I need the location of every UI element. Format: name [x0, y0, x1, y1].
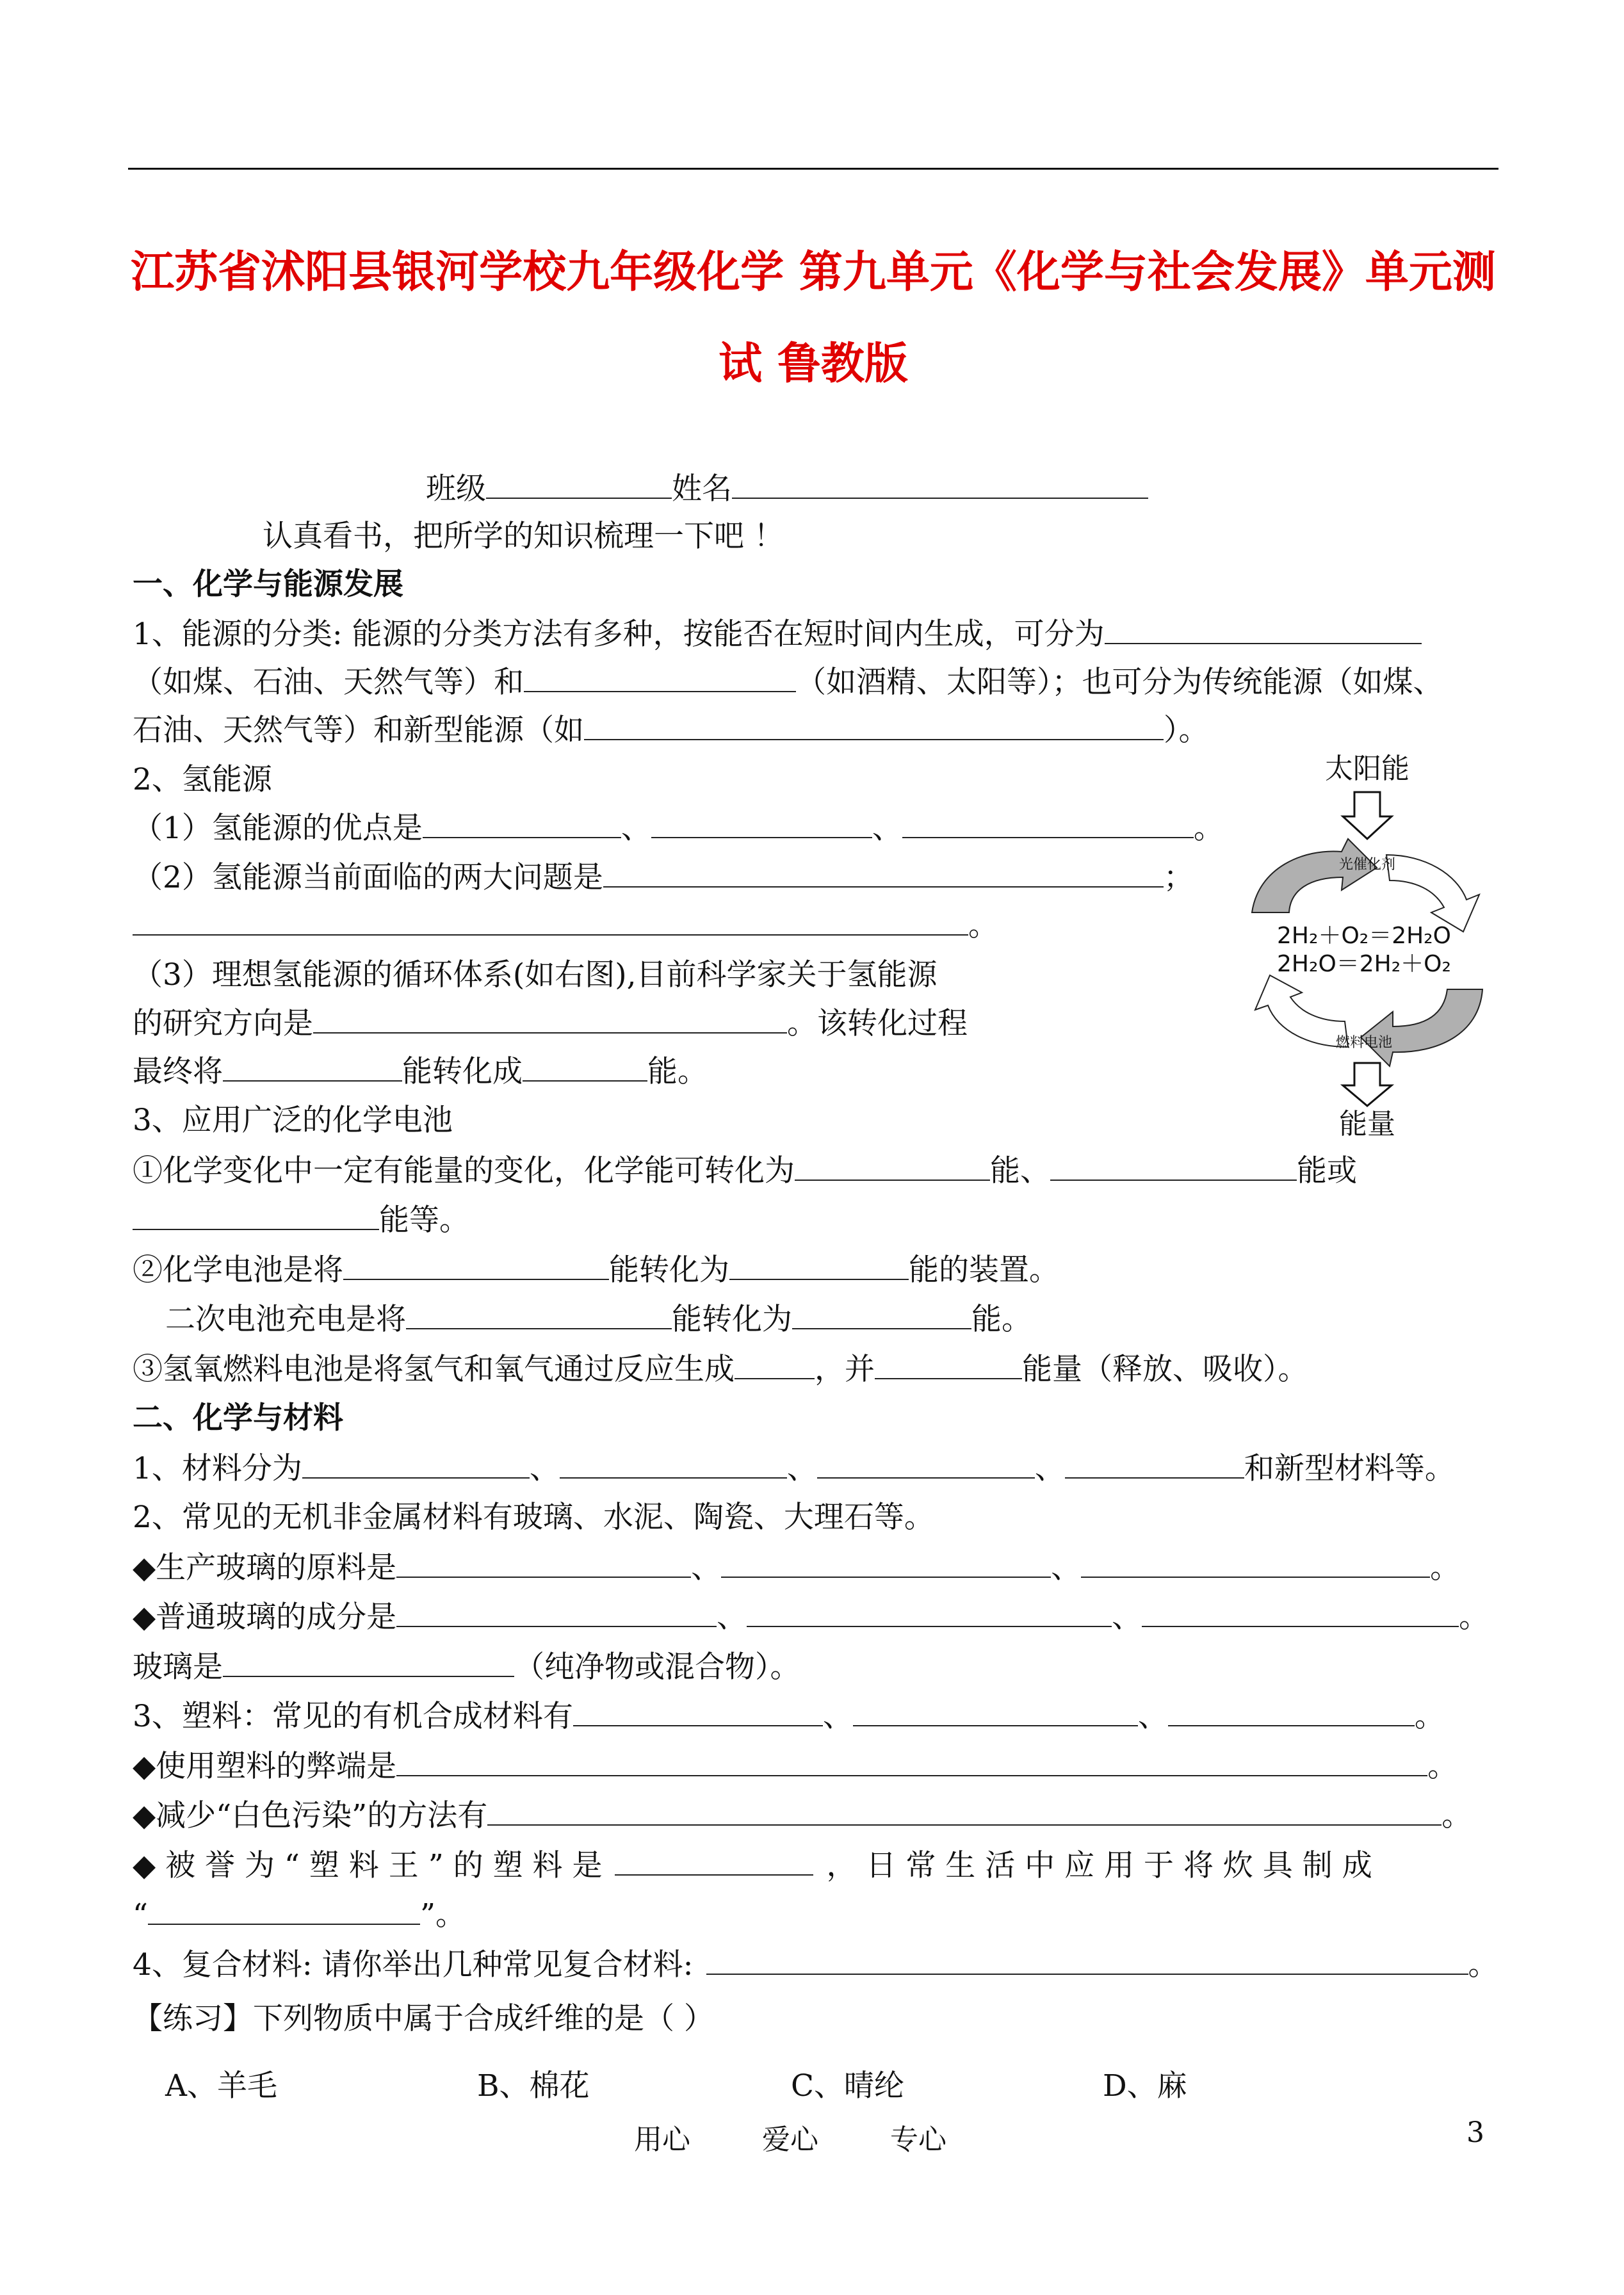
question-text: 和新型材料等。	[1244, 1451, 1455, 1486]
question-text: 能转化为	[609, 1253, 729, 1288]
page-title-line2: 试 鲁教版	[719, 339, 908, 389]
composite-materials	[133, 1947, 1498, 1983]
option-c[interactable]: C、晴纶	[791, 2068, 904, 2104]
plastic-king-blank[interactable]	[615, 1847, 813, 1876]
question-text: 二次电池充电是将	[165, 1302, 406, 1337]
diagram-catalyst-label: 光催化剂	[1338, 857, 1396, 873]
question-text: 能或	[1297, 1153, 1357, 1188]
release-absorb-blank[interactable]	[875, 1351, 1022, 1379]
energy-classification-line1	[133, 616, 1422, 653]
cookware-blank[interactable]	[148, 1897, 420, 1925]
advantage-blank-1[interactable]	[423, 810, 621, 838]
energy-blank-3[interactable]	[133, 1202, 379, 1230]
punct: 。	[1414, 1699, 1445, 1734]
class-field[interactable]	[486, 471, 672, 499]
question-text: ◆ 被 誉 为 “ 塑 料 王 ” 的 塑 料 是	[133, 1848, 603, 1883]
glass-comp-blank-1[interactable]	[396, 1599, 717, 1627]
glass-comp-blank-3[interactable]	[1142, 1599, 1459, 1627]
material-blank-2[interactable]	[560, 1450, 787, 1479]
plastics-line	[133, 1698, 1445, 1735]
hydrogen-problems-cont	[133, 907, 998, 944]
glass-raw-blank-1[interactable]	[396, 1550, 691, 1578]
problem-blank-2[interactable]	[133, 907, 968, 936]
materials-types	[133, 1450, 1455, 1487]
energy-blank-1[interactable]	[795, 1153, 990, 1181]
plastic-king	[133, 1847, 1372, 1884]
glass-comp-blank-2[interactable]	[747, 1599, 1112, 1627]
down-arrow-icon	[1343, 1063, 1392, 1106]
plastic-blank-2[interactable]	[853, 1698, 1138, 1726]
question-text: ①化学变化中一定有能量的变化，化学能可转化为	[133, 1153, 795, 1188]
option-d[interactable]: D、麻	[1103, 2068, 1187, 2104]
question-text: 玻璃是	[133, 1650, 223, 1685]
punct: 、	[691, 1550, 722, 1585]
white-pollution	[133, 1797, 1472, 1834]
hydrogen-cycle-line1: （3）理想氢能源的循环体系(如右图),目前科学家关于氢能源	[133, 957, 938, 993]
punct: 。	[1441, 1798, 1472, 1833]
battery-q2b	[165, 1301, 1032, 1338]
punct: 、	[786, 1451, 817, 1486]
footer-text-1: 用心	[634, 2123, 690, 2156]
product-blank[interactable]	[735, 1351, 815, 1379]
glass-components	[133, 1599, 1489, 1635]
charge-energy-from-blank[interactable]	[406, 1301, 672, 1329]
footer-text-3: 专心	[890, 2123, 946, 2156]
energy-text: 1、能源的分类: 能源的分类方法有多种，按能否在短时间内生成，可分为	[133, 617, 1105, 652]
punct: 、	[872, 811, 902, 846]
cycle-arrow-bottom-icon	[1255, 975, 1482, 1066]
hydrogen-problems	[133, 859, 1194, 896]
non-renewable-blank[interactable]	[524, 664, 796, 692]
diagram-energy-label: 能量	[1339, 1108, 1395, 1137]
punct: 。	[1430, 1550, 1461, 1585]
energy-from-blank[interactable]	[223, 1053, 402, 1082]
question-text: 3、塑料：常见的有机合成材料有	[133, 1699, 573, 1734]
question-text: 最终将	[133, 1054, 223, 1089]
question-text: 能。	[971, 1302, 1032, 1337]
advantage-blank-3[interactable]	[902, 810, 1194, 838]
practice-question: 【练习】下列物质中属于合成纤维的是（ ）	[133, 2001, 714, 2036]
diagram-equation-1: 2H₂＋O₂＝2H₂O	[1277, 923, 1451, 949]
punct: ；	[1163, 860, 1194, 895]
punct: 、	[1034, 1451, 1065, 1486]
glass-purity	[133, 1649, 800, 1685]
energy-classification-line2	[133, 664, 1443, 701]
material-blank-4[interactable]	[1065, 1450, 1244, 1479]
diagram-equation-2: 2H₂O＝2H₂＋O₂	[1277, 951, 1451, 977]
battery-q2	[133, 1252, 1059, 1288]
punct: 。	[968, 908, 998, 943]
cycle-arrow-top-icon	[1252, 839, 1479, 932]
question-text: 能。	[647, 1054, 708, 1089]
hydrogen-heading: 2、氢能源	[133, 762, 272, 797]
page-title-line1: 江苏省沭阳县银河学校九年级化学 第九单元《化学与社会发展》单元测	[131, 247, 1496, 298]
question-text: 能量（释放、吸收）。	[1022, 1352, 1308, 1387]
punct: 、	[1051, 1550, 1082, 1585]
class-label: 班级	[426, 471, 486, 507]
glass-raw-blank-2[interactable]	[721, 1550, 1051, 1578]
question-text: ◆普通玻璃的成分是	[133, 1600, 397, 1635]
punct: 、	[529, 1451, 560, 1486]
energy-text: 石油、天然气等）和新型能源（如	[133, 713, 584, 748]
question-text: 4、复合材料: 请你举出几种常见复合材料:	[133, 1947, 694, 1983]
punct: 、	[822, 1699, 853, 1734]
new-energy-blank[interactable]	[584, 712, 1164, 740]
option-a[interactable]: A、羊毛	[165, 2068, 277, 2104]
footer-text-2: 爱心	[762, 2123, 818, 2156]
question-text: 能转化成	[402, 1054, 523, 1089]
research-direction-blank[interactable]	[313, 1005, 787, 1034]
battery-energy-to-blank[interactable]	[729, 1252, 909, 1280]
renewable-blank[interactable]	[1105, 616, 1422, 644]
question-text: ”。	[420, 1897, 466, 1933]
name-field[interactable]	[732, 471, 1148, 499]
punct: 。	[1427, 1749, 1458, 1784]
question-text: （1）氢能源的优点是	[133, 811, 423, 846]
question-text: （2）氢能源当前面临的两大问题是	[133, 860, 603, 895]
energy-text: （如酒精、太阳等）；也可分为传统能源（如煤、	[796, 665, 1443, 700]
question-text: ◆生产玻璃的原料是	[133, 1550, 397, 1585]
down-arrow-icon	[1343, 792, 1392, 839]
question-text: ，并	[815, 1352, 875, 1387]
header-rule	[128, 168, 1498, 170]
glass-purity-blank[interactable]	[223, 1649, 514, 1677]
cookware-line	[133, 1897, 466, 1933]
question-text: ②化学电池是将	[133, 1253, 343, 1288]
material-blank-3[interactable]	[817, 1450, 1035, 1479]
drawbacks-blank[interactable]	[396, 1748, 1427, 1776]
question-text: ◆使用塑料的弊端是	[133, 1749, 397, 1784]
charge-energy-to-blank[interactable]	[792, 1301, 971, 1329]
battery-heading: 3、应用广泛的化学电池	[133, 1103, 453, 1138]
punct: 、	[1112, 1600, 1142, 1635]
plastic-blank-3[interactable]	[1168, 1698, 1415, 1726]
class-name-row	[426, 471, 1148, 507]
hydrogen-cycle-diagram	[1233, 746, 1502, 1137]
battery-q1-line1	[133, 1153, 1357, 1189]
question-text: 的研究方向是	[133, 1006, 313, 1041]
question-text: 。该转化过程	[787, 1006, 968, 1041]
diagram-fuel-cell-label: 燃料电池	[1335, 1035, 1393, 1051]
punct: 。	[1459, 1600, 1490, 1635]
question-text: ◆减少“白色污染”的方法有	[133, 1798, 488, 1833]
punct: 、	[717, 1600, 747, 1635]
question-text: 能、	[990, 1153, 1050, 1188]
question-text: 能等。	[379, 1203, 469, 1238]
battery-q1-line2	[133, 1202, 469, 1238]
energy-blank-2[interactable]	[1050, 1153, 1297, 1181]
question-text: ， 日 常 生 活 中 应 用 于 将 炊 具 制 成	[826, 1848, 1372, 1883]
question-text: ③氢氧燃料电池是将氢气和氧气通过反应生成	[133, 1352, 735, 1387]
question-text: 能的装置。	[909, 1253, 1059, 1288]
problem-blank-1[interactable]	[603, 859, 1164, 888]
advantage-blank-2[interactable]	[651, 810, 872, 838]
inorganic-materials: 2、常见的无机非金属材料有玻璃、水泥、陶瓷、大理石等。	[133, 1500, 934, 1535]
plastic-blank-1[interactable]	[573, 1698, 823, 1726]
punct: 。	[1468, 1947, 1498, 1983]
energy-to-blank[interactable]	[523, 1053, 647, 1082]
battery-q3	[133, 1351, 1308, 1388]
hydrogen-cycle-line2	[133, 1005, 968, 1042]
name-label: 姓名	[672, 471, 732, 507]
question-text: 1、材料分为	[133, 1451, 302, 1486]
punct: 、	[1137, 1699, 1168, 1734]
white-pollution-blank[interactable]	[487, 1797, 1441, 1826]
page-number: 3	[1466, 2116, 1484, 2149]
energy-classification-line3	[133, 712, 1209, 749]
diagram-solar-label: 太阳能	[1325, 752, 1409, 785]
hydrogen-advantages	[133, 810, 1224, 847]
glass-raw-materials	[133, 1550, 1460, 1586]
punct: 。	[1193, 811, 1224, 846]
punct: 、	[621, 811, 651, 846]
question-text: 能转化为	[672, 1302, 792, 1337]
question-text: “	[133, 1897, 149, 1933]
question-text: （纯净物或混合物）。	[514, 1650, 800, 1685]
hydrogen-cycle-line3	[133, 1053, 708, 1090]
section2-heading: 二、化学与材料	[133, 1400, 343, 1436]
glass-raw-blank-3[interactable]	[1081, 1550, 1430, 1578]
option-b[interactable]: B、棉花	[477, 2068, 590, 2104]
intro-text: 认真看书，把所学的知识梳理一下吧 ！	[263, 519, 784, 554]
energy-text: ）。	[1164, 713, 1209, 748]
section1-heading: 一、化学与能源发展	[133, 567, 403, 602]
composite-blank[interactable]	[706, 1947, 1468, 1975]
energy-text: （如煤、石油、天然气等）和	[133, 665, 524, 700]
battery-energy-from-blank[interactable]	[343, 1252, 609, 1280]
plastic-drawbacks	[133, 1748, 1458, 1785]
material-blank-1[interactable]	[302, 1450, 530, 1479]
